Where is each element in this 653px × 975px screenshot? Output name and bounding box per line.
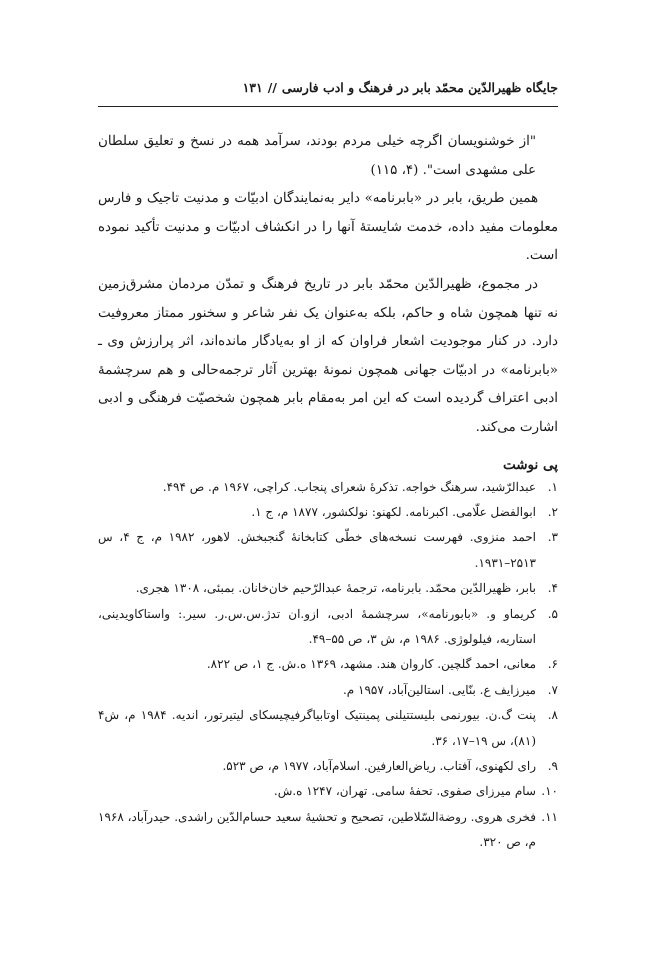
article-body bbox=[98, 128, 558, 856]
note-number: ۷. bbox=[547, 682, 558, 697]
note-text: پنت گ.ن. بیورنمی بلیستتیلنی پمینتیک اوتابیاگرفیچیسکای لیتیرتور، اندیه. ۱۹۸۴ م، ش۴ (۸۱)، س ۱۹–۱۷، ۳۶. bbox=[98, 708, 536, 748]
note-number: ۱۱. bbox=[541, 809, 558, 824]
note-item bbox=[98, 602, 558, 653]
note-number: ۴. bbox=[547, 581, 558, 596]
note-item bbox=[98, 525, 558, 576]
note-number: ۱۰. bbox=[541, 784, 558, 799]
note-item bbox=[98, 703, 558, 754]
note-number: ۱. bbox=[547, 479, 558, 494]
note-item bbox=[98, 805, 558, 856]
note-text: عبدالرّشید، سرهنگ خواجه. تذکرهٔ شعرای پنجاب. کراچی، ۱۹۶۷ م. ص ۴۹۴. bbox=[162, 479, 536, 494]
notes-heading: پی نوشت bbox=[502, 456, 558, 473]
note-item bbox=[98, 500, 558, 525]
header-rule bbox=[98, 106, 558, 107]
notes-list bbox=[98, 475, 558, 856]
note-item bbox=[98, 678, 558, 703]
note-item bbox=[98, 652, 558, 677]
note-number: ۸. bbox=[547, 708, 558, 723]
body-paragraph: در مجموع، ظهیرالدّین محمّد بابر در تاریخ فرهنگ و تمدّن مردمان مشرق‌زمین نه تنها همچون شاه و حاکم، بلکه به‌عنوان یک نفر شاعر و سخنور ممتاز معروفیت دارد. در کنار موجودیت اشعار فراوان که از او به‌یادگار مانده‌اند، اثر پرارزش وی ـ «بابرنامه» در ادبیّات جهانی همچون نمونهٔ بهترین آثار ترجمه‌حالی و هم سرچشمهٔ ادبی اعتراف گردیده است که این امر به‌مقام بابر همچون شخصیّت فرهنگی و ادبی اشارت می‌کند. bbox=[98, 276, 558, 435]
header-separator: // bbox=[267, 80, 277, 95]
header-title: جایگاه ظهیرالدّین محمّد بابر در فرهنگ و ادب فارسی bbox=[281, 80, 558, 95]
note-text: بابر، ظهیرالدّین محمّد. بابرنامه، ترجمهٔ عبدالرّحیم خان‌خانان. بمبئی، ۱۳۰۸ هجری. bbox=[135, 581, 536, 596]
note-number: ۹. bbox=[547, 759, 558, 773]
page-number: ۱۳۱ bbox=[242, 80, 263, 95]
quoted-passage: "از خوشنویسان اگرچه خیلی مردم بودند، سرآمد همه در نسخ و تعلیق سلطان علی مشهدی است". (۴، ۱۱۵) bbox=[98, 134, 536, 178]
note-text: معانی، احمد گلچین. کاروان هند. مشهد، ۱۳۶۹ ه.ش. ج ۱، ص ۸۲۲. bbox=[206, 657, 536, 672]
note-text: سام میرزای صفوی. تحفهٔ سامی. تهران، ۱۲۴۷ ه.ش. bbox=[273, 784, 536, 799]
note-number: ۶. bbox=[547, 657, 558, 672]
note-text: میرزایف ع. بنّایی. استالین‌آباد، ۱۹۵۷ م. bbox=[342, 682, 536, 697]
running-header bbox=[98, 80, 558, 95]
note-number: ۲. bbox=[547, 504, 558, 519]
note-text: رای لکهنوی، آفتاب. ریاض‌العارفین. اسلام‌آباد، ۱۹۷۷ م، ص ۵۲۳. bbox=[222, 759, 536, 773]
note-text: ابوالفضل علّامی. اکبرنامه. لکهنو: نولکشور، ۱۸۷۷ م، ج ۱. bbox=[251, 504, 536, 519]
note-number: ۵. bbox=[547, 606, 558, 621]
body-paragraph: همین طریق، بابر در «بابرنامه» دایر به‌نمایندگان ادبیّات و مدنیت تاجیک و فارس معلومات مفید داده، خدمت شایستهٔ آنها را در انکشاف ادبیّات و مدنیت تأکید نموده است. bbox=[98, 191, 558, 264]
note-text: احمد منزوی. فهرست نسخه‌های خطّی کتابخانهٔ گنجبخش. لاهور، ۱۹۸۲ م، ج ۴، س ۲۵۱۳–۱۹۳۱. bbox=[98, 530, 537, 570]
note-text: فخری هروی. روضة‌السّلاطین، تصحیح و تحشیهٔ سعید حسام‌الدّین راشدی. حیدرآباد، ۱۹۶۸ م، ص ۳۲۰. bbox=[98, 809, 536, 850]
note-item bbox=[98, 779, 558, 804]
note-item bbox=[98, 754, 558, 779]
note-text: کریماو و. «بابورنامه»، سرچشمهٔ ادبی، ازو.ان تدژ.س.س.ر. سیر.: واستاکاویدینی، استاریه، فیلولوژی. ۱۹۸۶ م، ش ۳، ص ۵۵–۴۹. bbox=[98, 606, 536, 646]
note-item bbox=[98, 576, 558, 601]
note-number: ۳. bbox=[547, 530, 558, 545]
note-item bbox=[98, 475, 558, 500]
